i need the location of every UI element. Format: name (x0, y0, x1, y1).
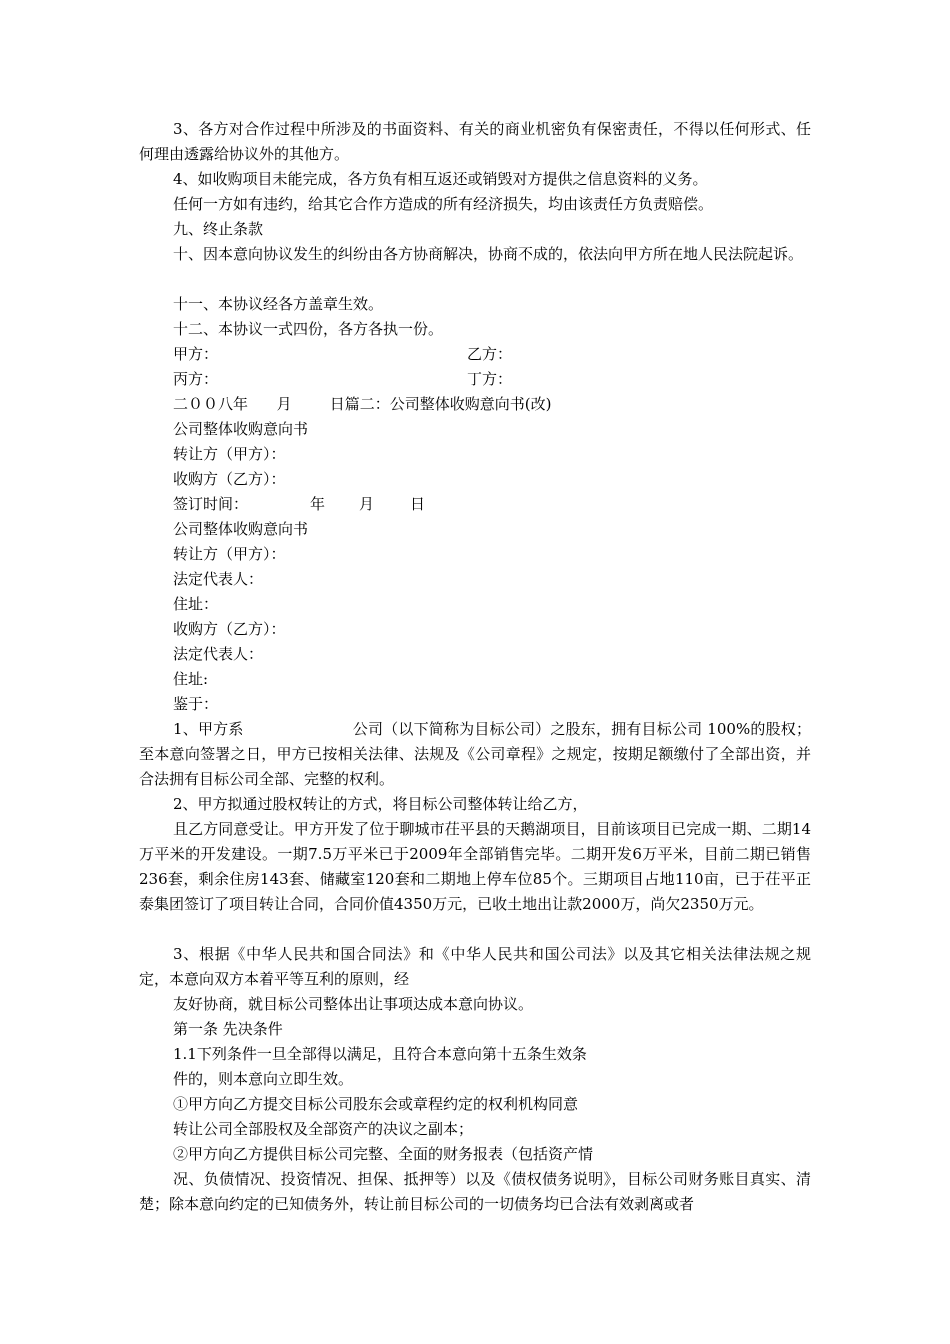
acquirer-line-1: 收购方（乙方）： (173, 470, 286, 488)
whereas-3-cont: 友好协商，就目标公司整体出让事项达成本意向协议。 (173, 995, 534, 1013)
whereas-3: 3、根据《中华人民共和国合同法》和《中华人民共和国公司法》以及其它相关法律法规之规定，本意向双方本着平等互利的原则，经 (139, 945, 811, 988)
party-a-label: 甲方： (173, 345, 219, 363)
paragraph-copies: 十二、本协议一式四份，各方各执一份。 (173, 320, 444, 338)
paragraph-return-info: 4、如收购项目未能完成，各方负有相互返还或销毁对方提供之信息资料的义务。 (173, 170, 708, 188)
title-line-2: 公司整体收购意向书 (173, 520, 309, 538)
whereas-2: 2、甲方拟通过股权转让的方式，将目标公司整体转让给乙方， (173, 795, 588, 813)
whereas-label: 鉴于： (173, 695, 219, 713)
date-line: 二００八年 月 日篇二：公司整体收购意向书(改) (173, 395, 552, 413)
condition-2: ②甲方向乙方提供目标公司完整、全面的财务报表（包括资产情 (173, 1145, 594, 1163)
transferor-line-2: 转让方（甲方）： (173, 545, 286, 563)
transferor-line-1: 转让方（甲方）： (173, 445, 286, 463)
signature-row-ab (139, 342, 811, 367)
sign-time-label: 签订时间： (173, 495, 249, 513)
clause-1-1: 1.1下列条件一旦全部得以满足，且符合本意向第十五条生效条 (173, 1045, 587, 1063)
paragraph-effect: 十一、本协议经各方盖章生效。 (173, 295, 384, 313)
article-1-heading: 第一条 先决条件 (173, 1020, 283, 1038)
paragraph-breach: 任何一方如有违约，给其它合作方造成的所有经济损失，均由该责任方负责赔偿。 (173, 195, 714, 213)
address-a: 住址： (173, 595, 219, 613)
sign-time-line (139, 492, 811, 517)
heading-termination: 九、终止条款 (173, 220, 264, 238)
document-page (139, 117, 811, 1217)
party-d-label: 丁方： (467, 370, 513, 388)
signature-row-cd (139, 367, 811, 392)
legal-rep-a: 法定代表人： (173, 570, 264, 588)
clause-1-1-cont: 件的，则本意向立即生效。 (173, 1070, 354, 1088)
whereas-1: 1、甲方系 公司（以下简称为目标公司）之股东，拥有目标公司 100%的股权；至本意向签署之日，甲方已按相关法律、法规及《公司章程》之规定，按期足额缴付了全部出资，并合法拥有目标公司全部、完整的权利。 (139, 720, 811, 788)
legal-rep-b: 法定代表人： (173, 645, 264, 663)
condition-1: ①甲方向乙方提交目标公司股东会或章程约定的权利机构同意 (173, 1095, 579, 1113)
condition-1-cont: 转让公司全部股权及全部资产的决议之副本； (173, 1120, 474, 1138)
sign-time-year: 年 (310, 495, 326, 513)
paragraph-confidentiality: 3、各方对合作过程中所涉及的书面资料、有关的商业机密负有保密责任，不得以任何形式、任何理由透露给协议外的其他方。 (139, 120, 811, 163)
party-c-label: 丙方： (173, 370, 219, 388)
party-b-label: 乙方： (467, 345, 513, 363)
address-b: 住址: (173, 670, 209, 688)
condition-2-cont: 况、负债情况、投资情况、担保、抵押等）以及《债权债务说明》，目标公司财务账目真实、清楚；除本意向约定的已知债务外，转让前目标公司的一切债务均已合法有效剥离或者 (139, 1170, 811, 1213)
sign-time-day: 日 (410, 495, 426, 513)
title-line-1: 公司整体收购意向书 (173, 420, 309, 438)
sign-time-month: 月 (359, 495, 375, 513)
acquirer-line-2: 收购方（乙方）： (173, 620, 286, 638)
paragraph-dispute: 十、因本意向协议发生的纠纷由各方协商解决，协商不成的，依法向甲方所在地人民法院起诉。 (173, 245, 804, 263)
whereas-2-cont: 且乙方同意受让。甲方开发了位于聊城市茌平县的天鹅湖项目，目前该项目已完成一期、二期14万平米的开发建设。一期7.5万平米已于2009年全部销售完毕。二期开发6万平米，目前二期已销售236套，剩余住房143套、储藏室120套和二期地上停车位85个。三期项目占地110亩，已于茌平正泰集团签订了项目转让合同，合同价值4350万元，已收土地出让款2000万，尚欠2350万元。 (139, 820, 811, 913)
